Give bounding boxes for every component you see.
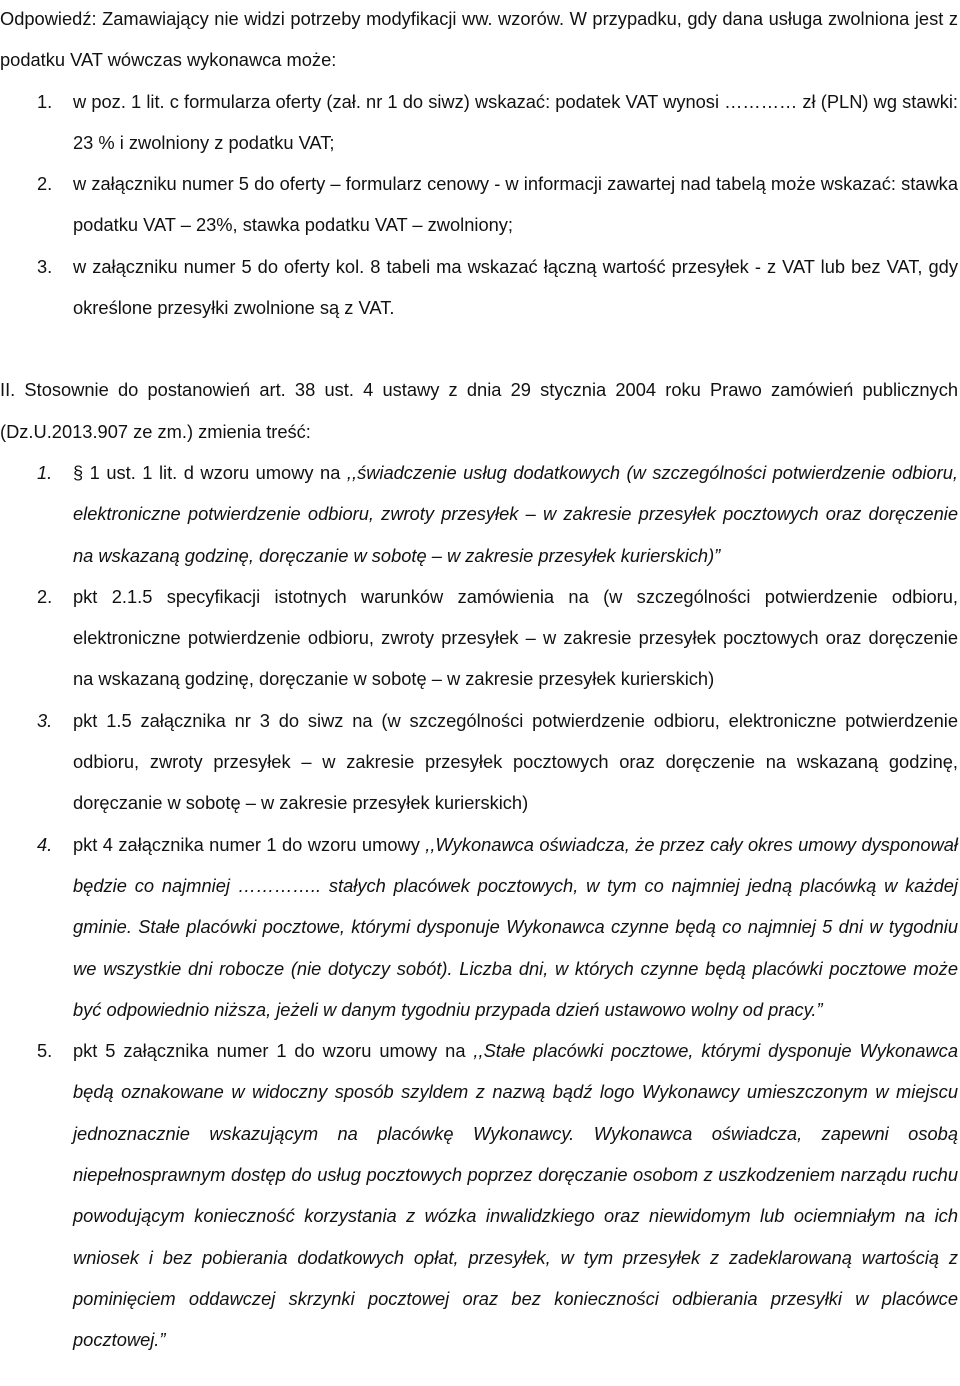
change-item-number: 3. — [37, 709, 53, 731]
change-item — [0, 452, 958, 576]
answer-item — [0, 163, 958, 246]
answer-item-text: w załączniku numer 5 do oferty kol. 8 tabeli ma wskazać łączną wartość przesyłek - z VAT lub bez VAT, gdy określone przesyłki zwolnione są z VAT. — [73, 255, 958, 319]
change-list — [0, 452, 958, 1361]
change-item-number: 4. — [37, 833, 53, 855]
change-item-number: 1. — [37, 461, 53, 483]
answer-item — [0, 246, 958, 329]
change-item-quote: ,,świadczenie usług dodatkowych (w szczególności potwierdzenie odbioru, elektroniczne potwierdzenie odbioru, zwroty przesyłek – w zakresie przesyłek pocztowych oraz doręczenie na wskazaną godzinę, doręczanie w sobotę – w zakresie przesyłek kurierskich)” — [73, 461, 958, 566]
change-item — [0, 1030, 958, 1360]
answer-item — [0, 81, 958, 164]
change-item-lead: pkt 4 załącznika numer 1 do wzoru umowy — [73, 833, 426, 855]
answer-item-number: 3. — [37, 255, 53, 277]
change-item-quote: ,,Wykonawca oświadcza, że przez cały okres umowy dysponował będzie co najmniej ………….. stałych placówek pocztowych, w tym co najmniej jedną placówką w każdej gminie. Stałe placówki pocztowe, którymi dysponuje Wykonawca czynne będą co najmniej 5 dni w tygodniu we wszystkie dni robocze (nie dotyczy sobót). Liczba dni, w których czynne będą placówki pocztowe może być odpowiednio niższa, jeżeli w danym tygodniu przypada dzień ustawowo wolny od pracy.” — [73, 833, 958, 1020]
answer-item-number: 2. — [37, 173, 53, 195]
change-item — [0, 824, 958, 1030]
change-item — [0, 700, 958, 824]
change-item-lead: pkt 1.5 załącznika nr 3 do siwz na (w szczególności potwierdzenie odbioru, elektroniczne potwierdzenie odbioru, zwroty przesyłek – w zakresie przesyłek pocztowych oraz doręczenie na wskazaną godzinę, doręczanie w sobotę – w zakresie przesyłek kurierskich) — [73, 709, 958, 814]
change-item — [0, 576, 958, 700]
answer-list — [0, 81, 958, 329]
section-heading: II. Stosownie do postanowień art. 38 ust. 4 ustawy z dnia 29 stycznia 2004 roku Prawo zamówień publicznych (Dz.U.2013.907 ze zm.) zmienia treść: — [0, 379, 958, 442]
spacer — [0, 328, 958, 369]
answer-item-text: w poz. 1 lit. c formularza oferty (zał. nr 1 do siwz) wskazać: podatek VAT wynosi ………… zł (PLN) wg stawki: 23 % i zwolniony z podatku VAT; — [73, 90, 958, 153]
change-item-quote: ,,Stałe placówki pocztowe, którymi dysponuje Wykonawca będą oznakowane w widoczny sposób szyldem z nazwą bądź logo Wykonawcy umieszczonym w miejscu jednoznacznie wskazującym na placówkę Wykonawcy. Wykonawca oświadcza, zapewni osobą niepełnosprawnym dostęp do usług pocztowych poprzez doręczanie osobom z uszkodzeniem narządu ruchu powodującym konieczność korzystania z wózka inwalidzkiego oraz niewidomym lub ociemniałym na ich wniosek i bez pobierania dodatkowych opłat, przesyłek, w tym przesyłek z zadeklarowaną wartością z pominięciem oddawczej skrzynki pocztowej oraz bez konieczności odbierania przesyłki w placówce pocztowej.” — [73, 1040, 958, 1351]
change-item-number: 2. — [37, 585, 53, 607]
answer-item-number: 1. — [37, 90, 53, 112]
change-item-number: 5. — [37, 1040, 53, 1062]
change-item-lead: pkt 2.1.5 specyfikacji istotnych warunków zamówienia na (w szczególności potwierdzenie odbioru, elektroniczne potwierdzenie odbioru, zwroty przesyłek – w zakresie przesyłek pocztowych oraz doręczenie na wskazaną godzinę, doręczanie w sobotę – w zakresie przesyłek kurierskich) — [73, 585, 958, 690]
answer-paragraph: Odpowiedź: Zamawiający nie widzi potrzeby modyfikacji ww. wzorów. W przypadku, gdy dana usługa zwolniona jest z podatku VAT wówczas wykonawca może: — [0, 8, 958, 71]
change-item-lead: pkt 5 załącznika numer 1 do wzoru umowy na — [73, 1040, 474, 1062]
change-item-lead: § 1 ust. 1 lit. d wzoru umowy na — [73, 461, 347, 483]
answer-item-text: w załączniku numer 5 do oferty – formularz cenowy - w informacji zawartej nad tabelą może wskazać: stawka podatku VAT – 23%, stawka podatku VAT – zwolniony; — [73, 173, 958, 236]
